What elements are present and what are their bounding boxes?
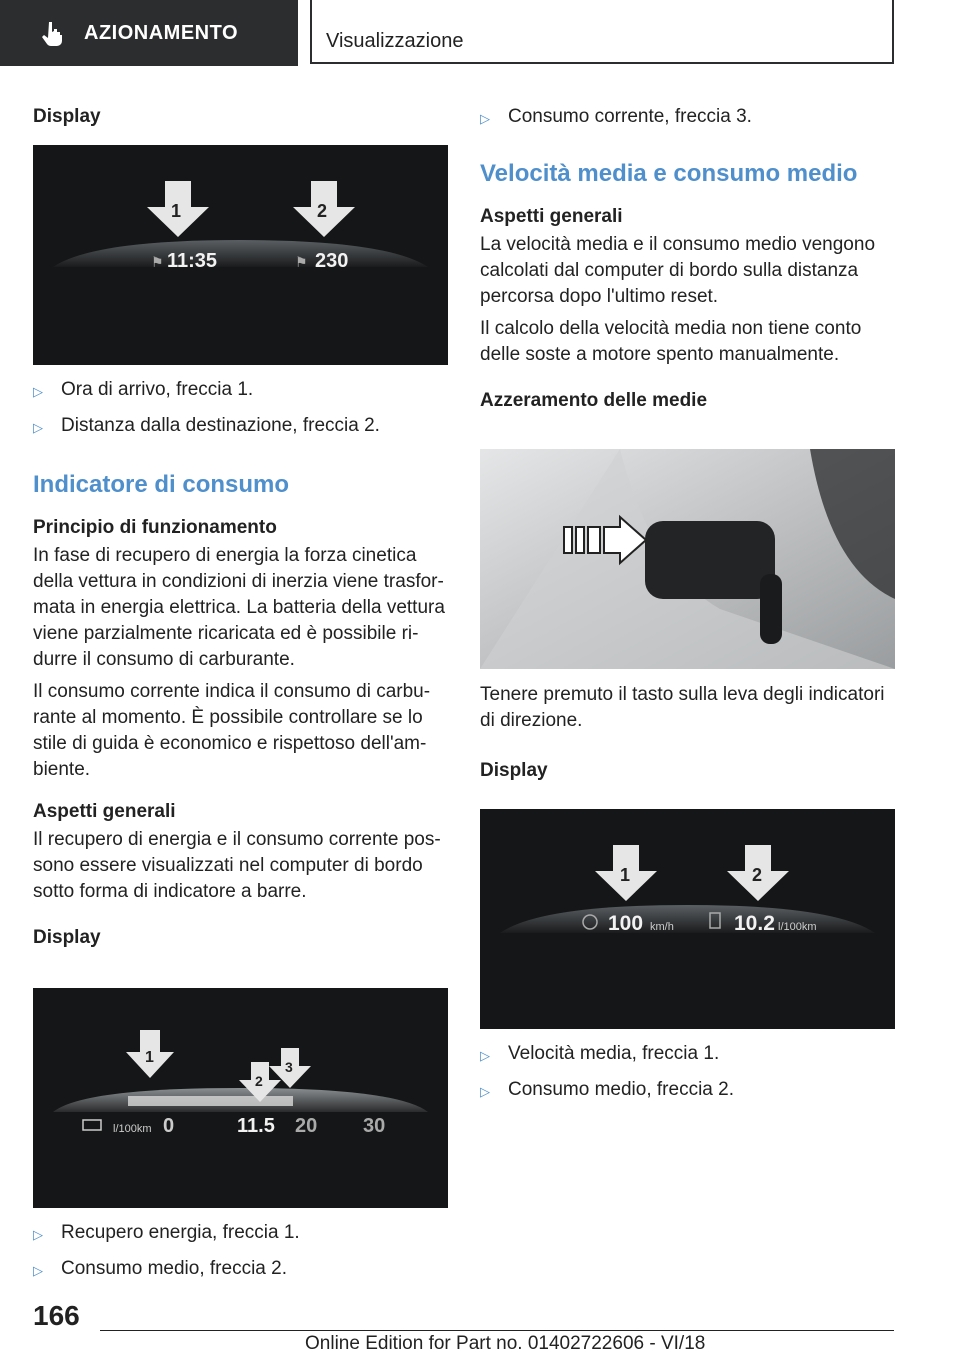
bar-scale [128,1096,293,1106]
display1-illustration [33,145,448,365]
avg-general-paragraph-2: Il calcolo della velocità media non tiene conto delle soste a motore spento manualmente. [480,318,862,365]
section-tab [0,0,298,66]
general-paragraph: Il recupero di energia e il consumo corrente possono essere visualizzati nel computer di bordo sotto forma di indicatore a barre. [33,829,441,902]
battery-icon [83,1120,101,1130]
list-item: ▷ Recupero energia, freccia 1. [33,1220,448,1248]
lever-stalk [760,574,782,644]
display1-image [33,145,448,365]
display3-illustration [480,809,895,1029]
consumption-title: Indicatore di consumo [33,471,290,498]
display3-panel [500,905,875,933]
right-column [480,104,895,412]
list-item: ▷ Consumo corrente, freccia 3. [480,104,895,132]
footer-edition: Online Edition for Part no. 01402722606 - VI/18 [305,1333,706,1354]
scale-30: 30 [363,1115,386,1137]
flag-icon: ⚑ [295,255,308,271]
avg-speed-value: 100 [608,912,644,935]
triangle-bullet-icon: ▷ [480,111,490,126]
arrow-3-label: 3 [285,1059,293,1075]
reset-heading: Azzeramento delle medie [480,390,708,411]
chapter-title: Visualizzazione [326,30,464,52]
hand-pointer-icon [40,20,66,46]
list-item: ▷ Distanza dalla destinazione, freccia 2. [33,413,448,441]
consumption-section [33,471,448,949]
arrow-1-label: 1 [620,865,631,885]
display1-bullets [33,377,448,441]
page-number: 166 [33,1300,80,1331]
consumption-unit: l/100km [778,921,817,933]
principle-paragraph-2: Il consumo corrente indica il consumo di carburante al momento. È possibile controllare se lo stile di guida è economico e rispettoso dell'ambiente. [33,681,431,780]
triangle-bullet-icon: ▷ [33,420,43,435]
arrow-2-label: 2 [255,1073,263,1089]
avg-title: Velocità media e consumo medio [480,160,858,187]
triangle-bullet-icon: ▷ [33,1227,43,1242]
principle-paragraph-1: In fase di recupero di energia la forza cinetica della vettura in condizioni di inerzia viene trasformata in energia elettrica. La batteria della vettura viene parzialmente ricaricata ed è possibile ridurre il consumo di carburante. [33,545,445,670]
flag-icon: ⚑ [151,255,164,271]
reset-image [480,449,895,669]
avg-general-heading: Aspetti generali [480,206,623,227]
triangle-bullet-icon: ▷ [480,1084,490,1099]
footer-divider [100,1330,894,1331]
display2-bullets [33,1220,448,1284]
avg-consumption-value: 10.2 [734,912,775,935]
display2-illustration [33,988,448,1208]
scale-20: 20 [295,1115,318,1137]
list-item: ▷ Velocità media, freccia 1. [480,1041,895,1069]
display3-bullets [480,1041,895,1105]
distance-value: 230 [315,250,349,272]
reset-paragraph: Tenere premuto il tasto sulla leva degli indicatori di direzione. [480,684,885,731]
arrival-time: 11:35 [167,250,218,272]
principle-heading: Principio di funzionamento [33,517,277,538]
left-column [33,106,448,128]
arrow-1-label: 1 [171,201,182,221]
section-tab-title: AZIONAMENTO [84,21,239,44]
turn-signal-lever-illustration [480,449,895,669]
arrow-2-label: 2 [317,201,328,221]
arrow-1-label: 1 [145,1049,154,1066]
lever-head [645,521,775,599]
display3-image [480,809,895,1029]
display3-heading: Display [480,760,548,781]
arrow-2-label: 2 [752,865,763,885]
triangle-bullet-icon: ▷ [480,1048,490,1063]
speed-unit: km/h [650,921,674,933]
display2-heading: Display [33,927,101,948]
display2-image [33,988,448,1208]
list-item: ▷ Ora di arrivo, freccia 1. [33,377,448,405]
scale-0: 0 [163,1115,175,1137]
avg-general-paragraph-1: La velocità media e il consumo medio vengono calcolati dal computer di bordo sulla distanza percorsa dopo l'ultimo reset. [480,234,876,307]
triangle-bullet-icon: ▷ [33,384,43,399]
list-item: ▷ Consumo medio, freccia 2. [480,1077,895,1105]
general-heading: Aspetti generali [33,801,176,822]
display1-heading: Display [33,106,101,127]
chapter-header [310,0,894,64]
unit-label: l/100km [113,1123,152,1135]
triangle-bullet-icon: ▷ [33,1263,43,1278]
avg-consumption-value: 11.5 [237,1115,275,1137]
display1-panel [53,240,428,267]
list-item: ▷ Consumo medio, freccia 2. [33,1256,448,1284]
reset-text [480,682,895,782]
